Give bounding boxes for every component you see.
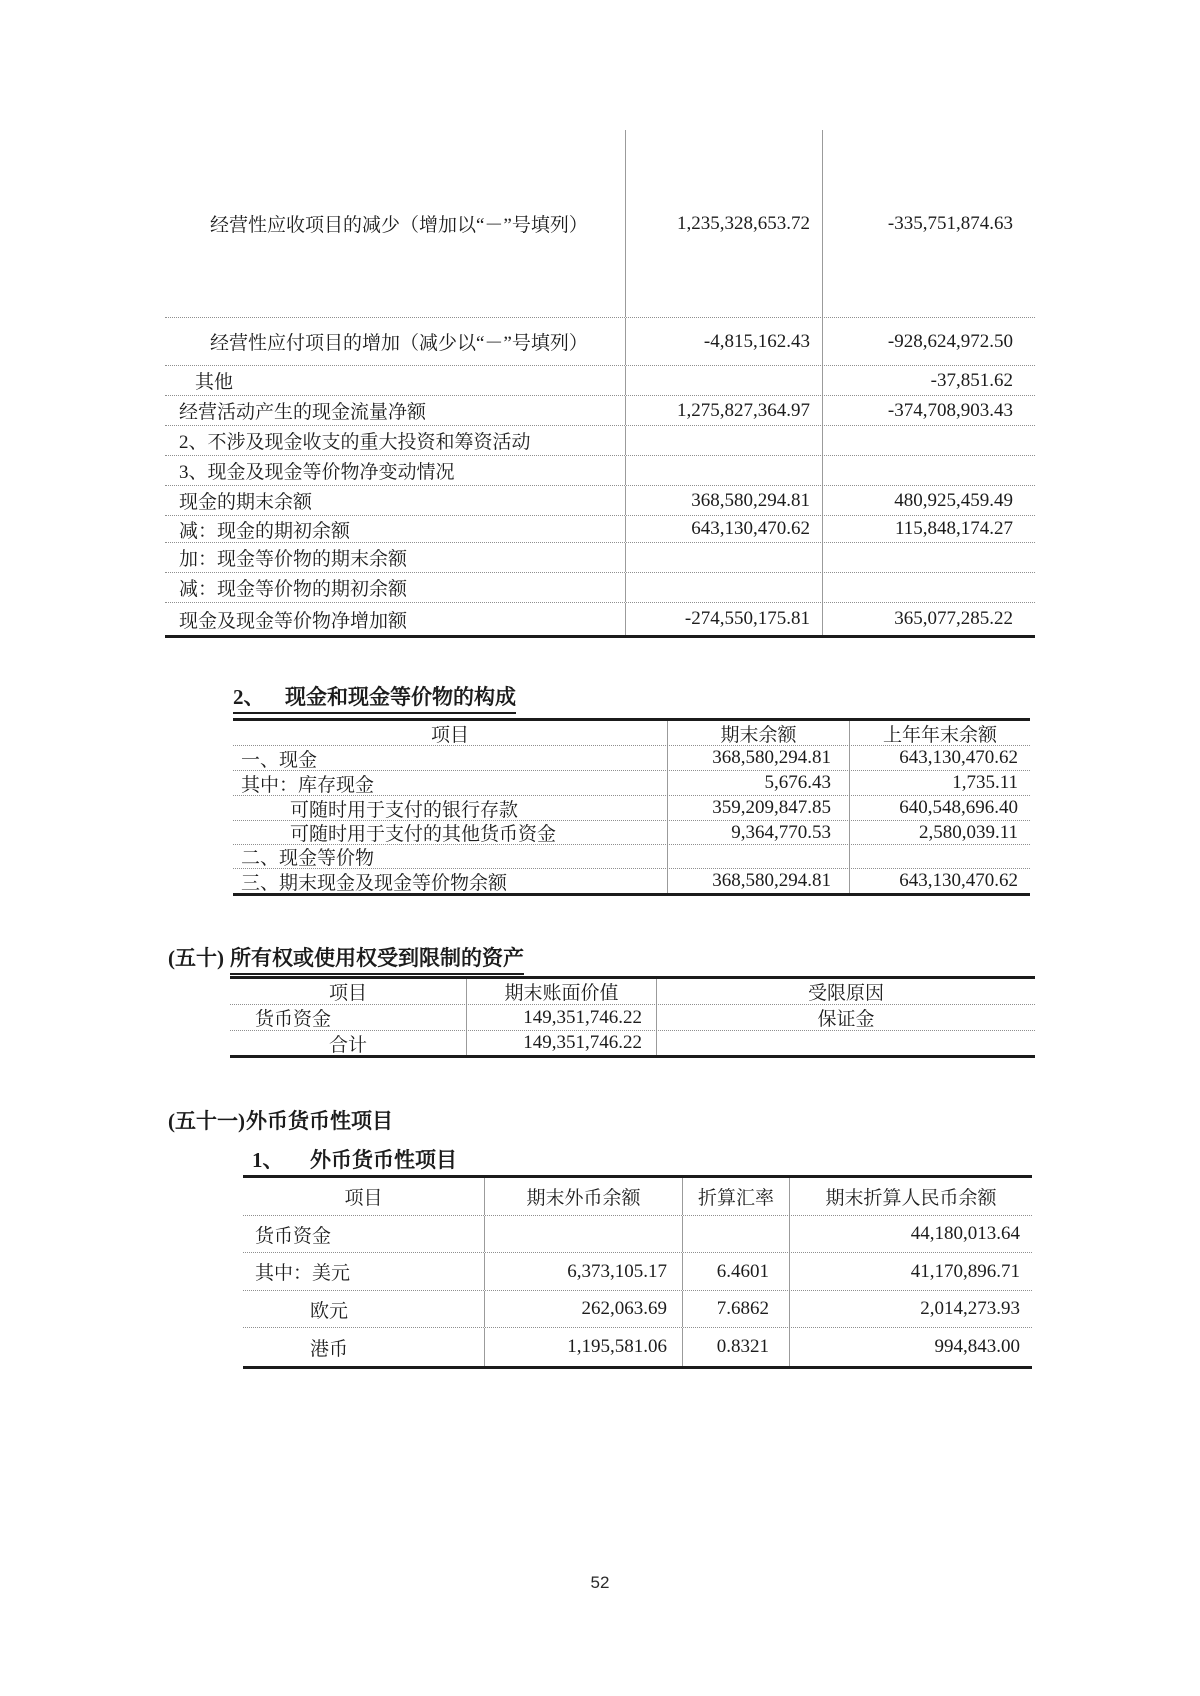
foreign-balance: 1,195,581.06	[485, 1328, 683, 1366]
subsection-number: 1、	[252, 1148, 284, 1172]
row-label: 其中：美元	[243, 1253, 485, 1290]
table-header-row	[233, 721, 1030, 746]
column-header: 受限原因	[807, 983, 884, 1004]
row-label: 减：现金等价物的期初余额	[165, 573, 626, 602]
table-row	[165, 396, 1035, 426]
table-row	[233, 771, 1030, 796]
prior-period-value: 480,925,459.49	[894, 489, 1013, 511]
rmb-balance: 2,014,273.93	[920, 1298, 1020, 1319]
restriction-reason: 保证金	[817, 1009, 875, 1030]
row-label: 加：现金等价物的期末余额	[165, 543, 626, 572]
row-label: 货币资金	[243, 1216, 485, 1252]
table-row	[233, 845, 1030, 869]
current-period-value: -4,815,162.43	[626, 318, 823, 365]
current-period-value: 368,580,294.81	[626, 486, 823, 515]
current-period-value	[626, 366, 823, 395]
row-label: 经营活动产生的现金流量净额	[165, 396, 626, 425]
foreign-currency-table	[243, 1175, 1032, 1369]
table-row	[233, 796, 1030, 821]
table-row	[230, 1031, 1035, 1055]
table-row	[165, 130, 1035, 318]
section-title: 外币货币性项目	[246, 1109, 393, 1133]
prior-period-value: -335,751,874.63	[887, 212, 1013, 234]
row-label: 经营性应付项目的增加（减少以“－”号填列）	[165, 318, 626, 365]
current-period-value: 643,130,470.62	[626, 516, 823, 542]
column-header: 期末账面价值	[467, 979, 657, 1004]
prior-year-balance: 640,548,696.40	[899, 797, 1018, 818]
ending-balance	[668, 845, 850, 868]
ending-balance: 359,209,847.85	[668, 796, 850, 820]
cash-composition-table	[233, 718, 1030, 896]
row-label: 其他	[165, 366, 626, 395]
current-period-value: -274,550,175.81	[626, 603, 823, 635]
prior-year-balance: 2,580,039.11	[918, 821, 1018, 843]
section-heading-cash-composition	[233, 684, 516, 714]
row-label: 其中：库存现金	[233, 771, 668, 795]
current-period-value: 1,275,827,364.97	[626, 396, 823, 425]
exchange-rate	[683, 1216, 790, 1252]
prior-year-balance: 643,130,470.62	[899, 747, 1018, 768]
exchange-rate: 0.8321	[683, 1328, 790, 1366]
rmb-balance: 44,180,013.64	[910, 1223, 1020, 1244]
prior-period-value	[823, 543, 1035, 572]
table-row	[165, 486, 1035, 516]
table-row	[165, 366, 1035, 396]
table-row	[233, 746, 1030, 771]
row-label: 可随时用于支付的银行存款	[233, 796, 668, 820]
prior-period-value: 365,077,285.22	[894, 608, 1013, 629]
section-number: (五十一)	[168, 1109, 245, 1133]
prior-year-balance: 1,735.11	[952, 772, 1018, 793]
table-row	[165, 426, 1035, 456]
restricted-assets-table	[230, 976, 1035, 1058]
table-row	[165, 516, 1035, 543]
row-label: 2、不涉及现金收支的重大投资和筹资活动	[165, 426, 626, 455]
current-period-value	[626, 543, 823, 572]
section-number: (五十)	[168, 946, 224, 970]
ending-balance: 5,676.43	[668, 771, 850, 795]
subsection-title: 外币货币性项目	[310, 1148, 457, 1172]
table-row	[165, 318, 1035, 366]
table-header-row	[243, 1178, 1032, 1216]
row-label: 合计	[230, 1031, 467, 1055]
prior-period-value	[823, 573, 1035, 602]
foreign-balance: 6,373,105.17	[485, 1253, 683, 1290]
ending-book-value: 149,351,746.22	[467, 1005, 657, 1030]
prior-year-balance	[850, 845, 1030, 868]
ending-balance: 368,580,294.81	[668, 869, 850, 893]
prior-period-value	[823, 426, 1035, 455]
page-number: 52	[590, 1573, 610, 1592]
ending-balance: 368,580,294.81	[668, 746, 850, 770]
row-label: 可随时用于支付的其他货币资金	[233, 821, 668, 844]
row-label: 三、期末现金及现金等价物余额	[233, 869, 668, 893]
table-row	[243, 1328, 1032, 1366]
table-row	[243, 1216, 1032, 1253]
current-period-value	[626, 456, 823, 485]
section-heading-restricted-assets	[168, 945, 524, 975]
column-header: 项目	[233, 721, 668, 745]
row-label: 一、现金	[233, 746, 668, 770]
row-label: 港币	[243, 1328, 485, 1366]
column-header: 项目	[243, 1178, 485, 1215]
section-heading-foreign-currency	[168, 1108, 393, 1134]
table-row	[165, 573, 1035, 603]
row-label: 经营性应收项目的减少（增加以“－”号填列）	[165, 130, 626, 317]
rmb-balance: 994,843.00	[934, 1336, 1020, 1357]
table-row	[233, 821, 1030, 845]
column-header: 项目	[230, 979, 467, 1004]
section-title: 所有权或使用权受到限制的资产	[230, 945, 524, 975]
exchange-rate: 6.4601	[683, 1253, 790, 1290]
current-period-value	[626, 573, 823, 602]
current-period-value: 1,235,328,653.72	[626, 130, 823, 317]
section-title: 现金和现金等价物的构成	[285, 685, 516, 709]
subsection-heading-foreign-currency	[252, 1147, 457, 1177]
table-row	[165, 543, 1035, 573]
prior-period-value: -928,624,972.50	[887, 330, 1013, 352]
column-header: 期末外币余额	[485, 1178, 683, 1215]
row-label: 货币资金	[230, 1005, 467, 1030]
cashflow-table	[165, 130, 1035, 638]
table-row	[243, 1291, 1032, 1328]
prior-year-balance: 643,130,470.62	[899, 870, 1018, 891]
ending-book-value: 149,351,746.22	[467, 1031, 657, 1055]
column-header: 折算汇率	[683, 1178, 790, 1215]
prior-period-value: 115,848,174.27	[894, 518, 1013, 539]
table-row	[243, 1253, 1032, 1291]
row-label: 3、现金及现金等价物净变动情况	[165, 456, 626, 485]
column-header: 期末折算人民币余额	[825, 1188, 997, 1209]
prior-period-value	[823, 456, 1035, 485]
table-row	[165, 456, 1035, 486]
row-label: 减：现金的期初余额	[165, 516, 626, 542]
row-label: 现金及现金等价物净增加额	[165, 603, 626, 635]
ending-balance: 9,364,770.53	[668, 821, 850, 844]
row-label: 二、现金等价物	[233, 845, 668, 868]
section-number: 2、	[233, 685, 265, 709]
prior-period-value: -37,851.62	[930, 369, 1013, 391]
prior-period-value: -374,708,903.43	[887, 399, 1013, 421]
exchange-rate: 7.6862	[683, 1291, 790, 1327]
table-row	[165, 603, 1035, 635]
table-row	[233, 869, 1030, 893]
table-row	[230, 1005, 1035, 1031]
foreign-balance: 262,063.69	[485, 1291, 683, 1327]
column-header: 期末余额	[668, 721, 850, 745]
foreign-balance	[485, 1216, 683, 1252]
column-header: 上年年末余额	[882, 724, 997, 745]
row-label: 现金的期末余额	[165, 486, 626, 515]
table-header-row	[230, 979, 1035, 1005]
rmb-balance: 41,170,896.71	[910, 1260, 1020, 1282]
restriction-reason	[657, 1031, 1035, 1055]
current-period-value	[626, 426, 823, 455]
row-label: 欧元	[243, 1291, 485, 1327]
